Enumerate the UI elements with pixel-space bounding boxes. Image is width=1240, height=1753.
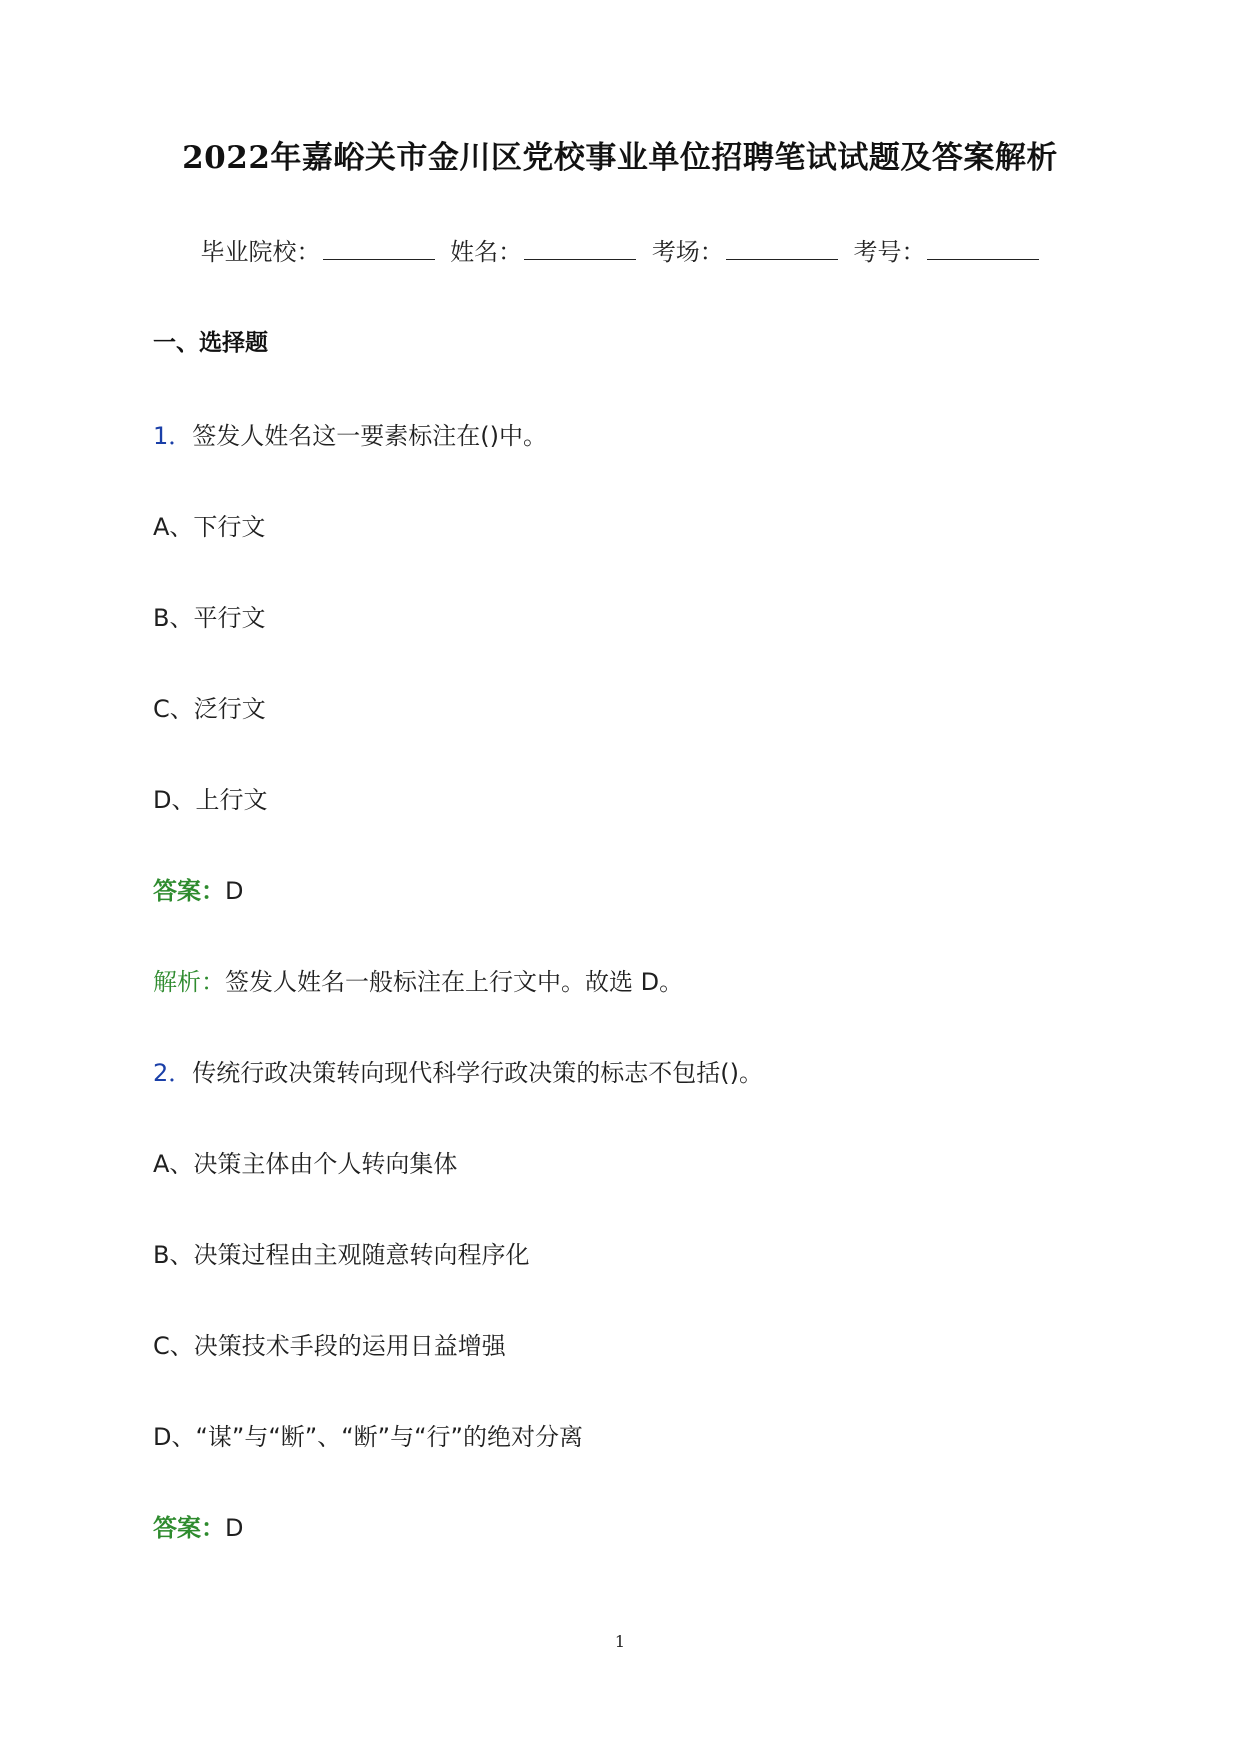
option-2d: D、“谋”与“断”、“断”与“行”的绝对分离 (153, 1423, 583, 1451)
blank-line (323, 237, 435, 260)
blank-line (524, 237, 636, 260)
candidate-info-line (0, 232, 1240, 267)
question-text: 签发人姓名这一要素标注在()中。 (192, 422, 548, 450)
answer-value: D (225, 1514, 244, 1542)
blank-line (927, 237, 1039, 260)
option-1d: D、上行文 (153, 786, 268, 814)
question-number: 1． (153, 422, 193, 450)
info-field-label: 姓名： (450, 238, 523, 266)
option-1a: A、下行文 (153, 513, 266, 541)
analysis-label: 解析： (153, 968, 225, 996)
question-1 (153, 416, 547, 451)
answer-1 (153, 871, 243, 906)
info-field-label: 考场： (651, 238, 724, 266)
info-field-school (201, 232, 435, 267)
answer-value: D (225, 877, 244, 905)
info-field-exam-room (652, 232, 838, 267)
answer-label: 答案： (153, 1514, 225, 1542)
info-field-exam-number (853, 232, 1039, 267)
question-number: 2． (153, 1059, 193, 1087)
info-field-label: 考号： (853, 238, 926, 266)
option-2c: C、决策技术手段的运用日益增强 (153, 1332, 506, 1360)
info-field-name (450, 232, 636, 267)
section-title: 一、选择题 (153, 330, 268, 356)
document-title: 2022年嘉峪关市金川区党校事业单位招聘笔试试题及答案解析 (182, 140, 1058, 176)
option-1b: B、平行文 (153, 604, 266, 632)
analysis-text: 签发人姓名一般标注在上行文中。故选 D。 (225, 968, 684, 996)
page-number: 1 (614, 1632, 626, 1651)
question-text: 传统行政决策转向现代科学行政决策的标志不包括()。 (192, 1059, 764, 1087)
answer-label: 答案： (153, 877, 225, 905)
analysis-1 (153, 962, 683, 997)
option-2a: A、决策主体由个人转向集体 (153, 1150, 458, 1178)
blank-line (726, 237, 838, 260)
info-field-label: 毕业院校： (200, 238, 321, 266)
answer-2 (153, 1508, 243, 1543)
question-2 (153, 1053, 763, 1088)
option-1c: C、泛行文 (153, 695, 266, 723)
option-2b: B、决策过程由主观随意转向程序化 (153, 1241, 530, 1269)
